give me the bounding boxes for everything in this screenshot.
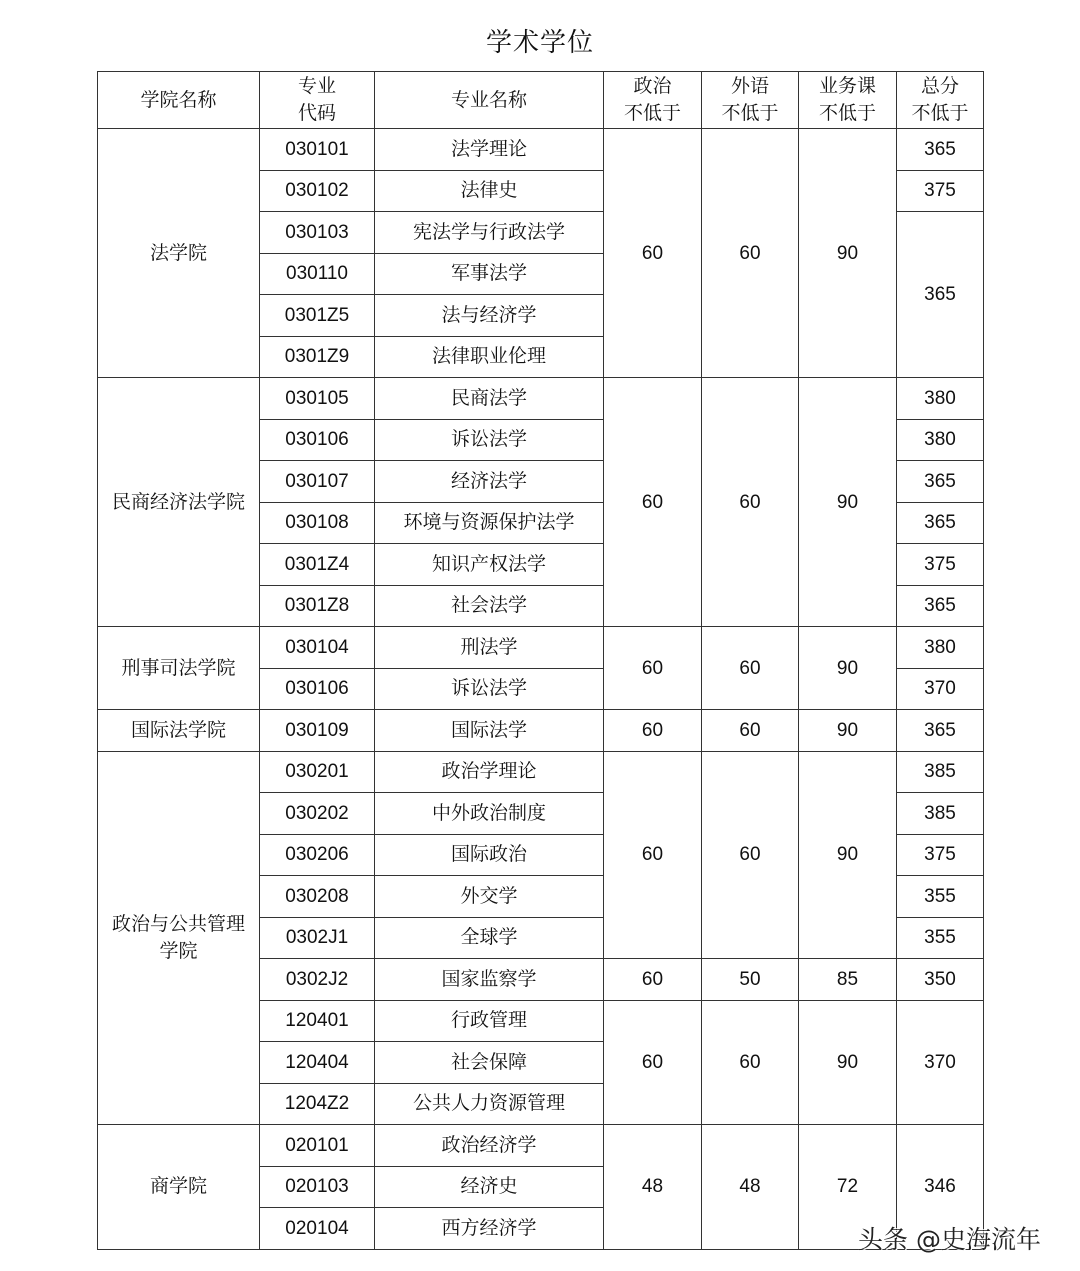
college-cell: 民商经济法学院 — [98, 378, 260, 627]
total-cell: 355 — [897, 876, 984, 918]
total-cell: 365 — [897, 710, 984, 752]
code-cell: 030102 — [260, 170, 375, 212]
code-cell: 030202 — [260, 793, 375, 835]
table-row — [98, 1125, 984, 1167]
total-cell: 355 — [897, 917, 984, 959]
header-total: 总分 不低于 — [897, 72, 984, 129]
code-cell: 030110 — [260, 253, 375, 295]
college-cell: 政治与公共管理 学院 — [98, 751, 260, 1125]
major-cell: 军事法学 — [375, 253, 604, 295]
code-cell: 0301Z4 — [260, 544, 375, 586]
total-cell: 365 — [897, 585, 984, 627]
major-cell: 政治学理论 — [375, 751, 604, 793]
business-cell: 90 — [799, 378, 897, 627]
politics-cell: 60 — [604, 710, 702, 752]
major-cell: 宪法学与行政法学 — [375, 212, 604, 254]
code-cell: 120404 — [260, 1042, 375, 1084]
total-cell: 350 — [897, 959, 984, 1001]
business-cell: 90 — [799, 627, 897, 710]
total-cell: 375 — [897, 544, 984, 586]
major-cell: 行政管理 — [375, 1000, 604, 1042]
major-cell: 社会法学 — [375, 585, 604, 627]
major-cell: 民商法学 — [375, 378, 604, 420]
table-row — [98, 627, 984, 669]
major-cell: 全球学 — [375, 917, 604, 959]
code-cell: 020101 — [260, 1125, 375, 1167]
major-cell: 外交学 — [375, 876, 604, 918]
major-cell: 国际政治 — [375, 834, 604, 876]
header-business: 业务课 不低于 — [799, 72, 897, 129]
language-cell: 60 — [702, 751, 799, 959]
language-cell: 60 — [702, 710, 799, 752]
business-cell: 90 — [799, 1000, 897, 1125]
total-cell: 365 — [897, 461, 984, 503]
college-cell: 商学院 — [98, 1125, 260, 1250]
college-cell: 国际法学院 — [98, 710, 260, 752]
major-cell: 诉讼法学 — [375, 668, 604, 710]
code-cell: 030108 — [260, 502, 375, 544]
politics-cell: 60 — [604, 1000, 702, 1125]
code-cell: 030105 — [260, 378, 375, 420]
code-cell: 020103 — [260, 1166, 375, 1208]
major-cell: 法律职业伦理 — [375, 336, 604, 378]
header-language: 外语 不低于 — [702, 72, 799, 129]
page-title: 学术学位 — [485, 28, 594, 58]
header-politics: 政治 不低于 — [604, 72, 702, 129]
total-cell: 385 — [897, 793, 984, 835]
total-cell: 365 — [897, 129, 984, 171]
header-code: 专业 代码 — [260, 72, 375, 129]
business-cell: 90 — [799, 751, 897, 959]
total-cell: 365 — [897, 212, 984, 378]
code-cell: 030109 — [260, 710, 375, 752]
major-cell: 国家监察学 — [375, 959, 604, 1001]
code-cell: 030106 — [260, 668, 375, 710]
major-cell: 诉讼法学 — [375, 419, 604, 461]
code-cell: 030106 — [260, 419, 375, 461]
major-cell: 公共人力资源管理 — [375, 1083, 604, 1125]
code-cell: 030208 — [260, 876, 375, 918]
total-cell: 365 — [897, 502, 984, 544]
language-cell: 60 — [702, 378, 799, 627]
language-cell: 48 — [702, 1125, 799, 1250]
code-cell: 030104 — [260, 627, 375, 669]
code-cell: 020104 — [260, 1208, 375, 1250]
total-cell: 385 — [897, 751, 984, 793]
total-cell: 380 — [897, 378, 984, 420]
admission-score-table — [97, 71, 984, 1250]
major-cell: 知识产权法学 — [375, 544, 604, 586]
code-cell: 1204Z2 — [260, 1083, 375, 1125]
table-row — [98, 751, 984, 793]
code-cell: 0301Z5 — [260, 295, 375, 337]
total-cell: 370 — [897, 668, 984, 710]
major-cell: 经济史 — [375, 1166, 604, 1208]
college-cell: 法学院 — [98, 129, 260, 378]
politics-cell: 60 — [604, 751, 702, 959]
major-cell: 政治经济学 — [375, 1125, 604, 1167]
business-cell: 85 — [799, 959, 897, 1001]
language-cell: 60 — [702, 129, 799, 378]
language-cell: 50 — [702, 959, 799, 1001]
watermark: 头条 @史海流年 — [858, 1225, 1041, 1254]
code-cell: 120401 — [260, 1000, 375, 1042]
table-row — [98, 710, 984, 752]
major-cell: 环境与资源保护法学 — [375, 502, 604, 544]
major-cell: 国际法学 — [375, 710, 604, 752]
language-cell: 60 — [702, 627, 799, 710]
code-cell: 030206 — [260, 834, 375, 876]
code-cell: 0302J2 — [260, 959, 375, 1001]
code-cell: 030103 — [260, 212, 375, 254]
politics-cell: 48 — [604, 1125, 702, 1250]
major-cell: 法学理论 — [375, 129, 604, 171]
college-cell: 刑事司法学院 — [98, 627, 260, 710]
total-cell: 375 — [897, 170, 984, 212]
politics-cell: 60 — [604, 378, 702, 627]
politics-cell: 60 — [604, 627, 702, 710]
header-college: 学院名称 — [98, 72, 260, 129]
major-cell: 法与经济学 — [375, 295, 604, 337]
language-cell: 60 — [702, 1000, 799, 1125]
politics-cell: 60 — [604, 129, 702, 378]
header-major: 专业名称 — [375, 72, 604, 129]
major-cell: 刑法学 — [375, 627, 604, 669]
total-cell: 380 — [897, 627, 984, 669]
code-cell: 0301Z8 — [260, 585, 375, 627]
total-cell: 370 — [897, 1000, 984, 1125]
major-cell: 社会保障 — [375, 1042, 604, 1084]
business-cell: 90 — [799, 129, 897, 378]
code-cell: 0302J1 — [260, 917, 375, 959]
business-cell: 72 — [799, 1125, 897, 1250]
table-header-row — [98, 72, 984, 129]
total-cell: 375 — [897, 834, 984, 876]
code-cell: 030101 — [260, 129, 375, 171]
code-cell: 030107 — [260, 461, 375, 503]
business-cell: 90 — [799, 710, 897, 752]
major-cell: 经济法学 — [375, 461, 604, 503]
table-row — [98, 378, 984, 420]
major-cell: 西方经济学 — [375, 1208, 604, 1250]
major-cell: 中外政治制度 — [375, 793, 604, 835]
total-cell: 380 — [897, 419, 984, 461]
total-cell: 346 — [897, 1125, 984, 1250]
major-cell: 法律史 — [375, 170, 604, 212]
table-row — [98, 129, 984, 171]
politics-cell: 60 — [604, 959, 702, 1001]
code-cell: 030201 — [260, 751, 375, 793]
code-cell: 0301Z9 — [260, 336, 375, 378]
